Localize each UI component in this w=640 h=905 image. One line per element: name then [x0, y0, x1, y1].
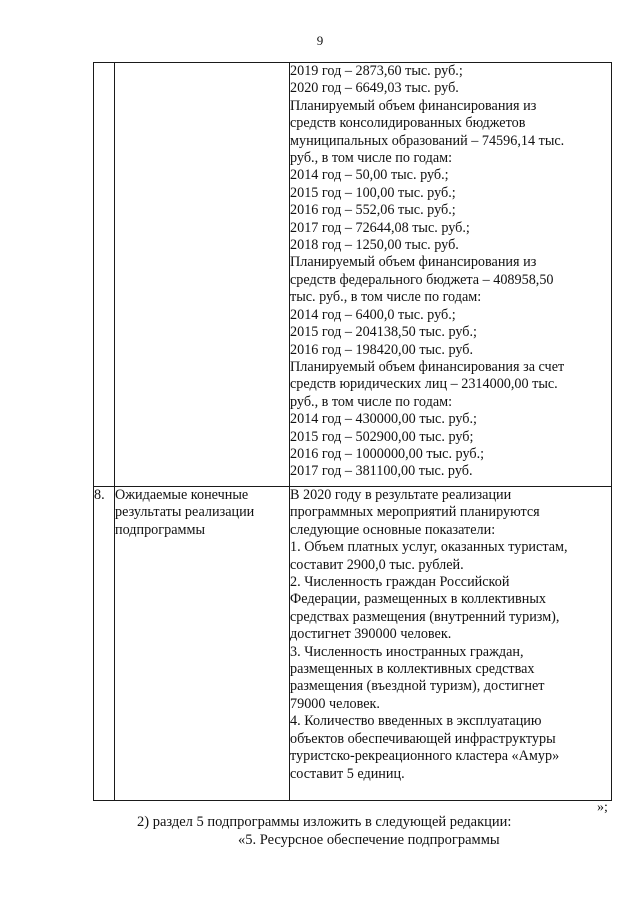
text-line: 2017 год – 72644,08 тыс. руб.;: [290, 219, 470, 236]
page-number: 9: [316, 33, 324, 48]
text-line: 2019 год – 2873,60 тыс. руб.;: [290, 63, 463, 79]
row-number: 8.: [94, 487, 115, 801]
expected-results-details: [290, 487, 612, 801]
text-line: 2. Численность граждан Российской: [290, 574, 510, 591]
text-line: Планируемый объем финансирования из: [290, 97, 537, 114]
text-line: 2015 год – 204138,50 тыс. руб.;: [290, 324, 477, 341]
closing-quote: »;: [597, 800, 608, 815]
text-line: программных мероприятий планируются: [290, 504, 540, 521]
text-line: следующие основные показатели:: [290, 521, 496, 538]
text-line: 2016 год – 552,06 тыс. руб.;: [290, 202, 456, 219]
text-line: 1. Объем платных услуг, оказанных туристам,: [290, 539, 568, 556]
program-passport-table: [93, 62, 612, 801]
text-line: 2018 год – 1250,00 тыс. руб.: [290, 237, 459, 254]
text-line: 2014 год – 430000,00 тыс. руб.;: [290, 411, 477, 428]
text-line: средствах размещения (внутренний туризм),: [290, 608, 560, 625]
label-line: результаты реализации: [115, 504, 255, 521]
funding-details-cell: [290, 63, 612, 487]
text-line: объектов обеспечивающей инфраструктуры: [290, 730, 556, 747]
label-line: Ожидаемые конечные: [115, 487, 249, 503]
table-row-funding-continued: [94, 63, 612, 487]
text-line: руб., в том числе по годам:: [290, 150, 453, 167]
text-line: 2015 год – 100,00 тыс. руб.;: [290, 184, 456, 201]
text-line: 2014 год – 6400,0 тыс. руб.;: [290, 306, 456, 323]
text-line: Федерации, размещенных в коллективных: [290, 591, 546, 608]
text-line: Планируемый объем финансирования из: [290, 254, 537, 271]
text-line: средств юридических лиц – 2314000,00 тыс.: [290, 376, 558, 393]
text-line: достигнет 390000 человек.: [290, 626, 452, 643]
text-line: размещенных в коллективных средствах: [290, 661, 535, 678]
text-line: муниципальных образований – 74596,14 тыс.: [290, 132, 565, 149]
text-line: 3. Численность иностранных граждан,: [290, 643, 524, 660]
text-line: средств федерального бюджета – 408958,50: [290, 271, 554, 288]
text-line: 2017 год – 381100,00 тыс. руб.: [290, 463, 473, 480]
text-line: составит 5 единиц.: [290, 765, 405, 782]
text-line: туристско-рекреационного кластера «Амур»: [290, 748, 560, 765]
table-row-expected-results: [94, 487, 612, 801]
text-line: В 2020 году в результате реализации: [290, 487, 512, 503]
amendment-instruction: 2) раздел 5 подпрограммы изложить в следующей редакции:: [137, 814, 512, 830]
text-line: средств консолидированных бюджетов: [290, 115, 526, 132]
text-line: 2016 год – 198420,00 тыс. руб.: [290, 341, 474, 358]
text-line: 2014 год – 50,00 тыс. руб.;: [290, 167, 449, 184]
row-label-cell: [115, 63, 290, 487]
text-line: 4. Количество введенных в эксплуатацию: [290, 713, 542, 730]
label-line: подпрограммы: [115, 521, 205, 538]
section-heading: «5. Ресурсное обеспечение подпрограммы: [238, 832, 500, 848]
text-line: 79000 человек.: [290, 695, 380, 712]
expected-results-label: [115, 487, 290, 801]
text-line: составит 2900,0 тыс. рублей.: [290, 556, 464, 573]
text-line: тыс. руб., в том числе по годам:: [290, 289, 482, 306]
text-line: 2020 год – 6649,03 тыс. руб.: [290, 80, 459, 97]
text-line: 2016 год – 1000000,00 тыс. руб.;: [290, 445, 485, 462]
text-line: руб., в том числе по годам:: [290, 393, 453, 410]
text-line: Планируемый объем финансирования за счет: [290, 358, 565, 375]
row-number-cell: [94, 63, 115, 487]
text-line: 2015 год – 502900,00 тыс. руб;: [290, 428, 474, 445]
text-line: размещения (въездной туризм), достигнет: [290, 678, 545, 695]
